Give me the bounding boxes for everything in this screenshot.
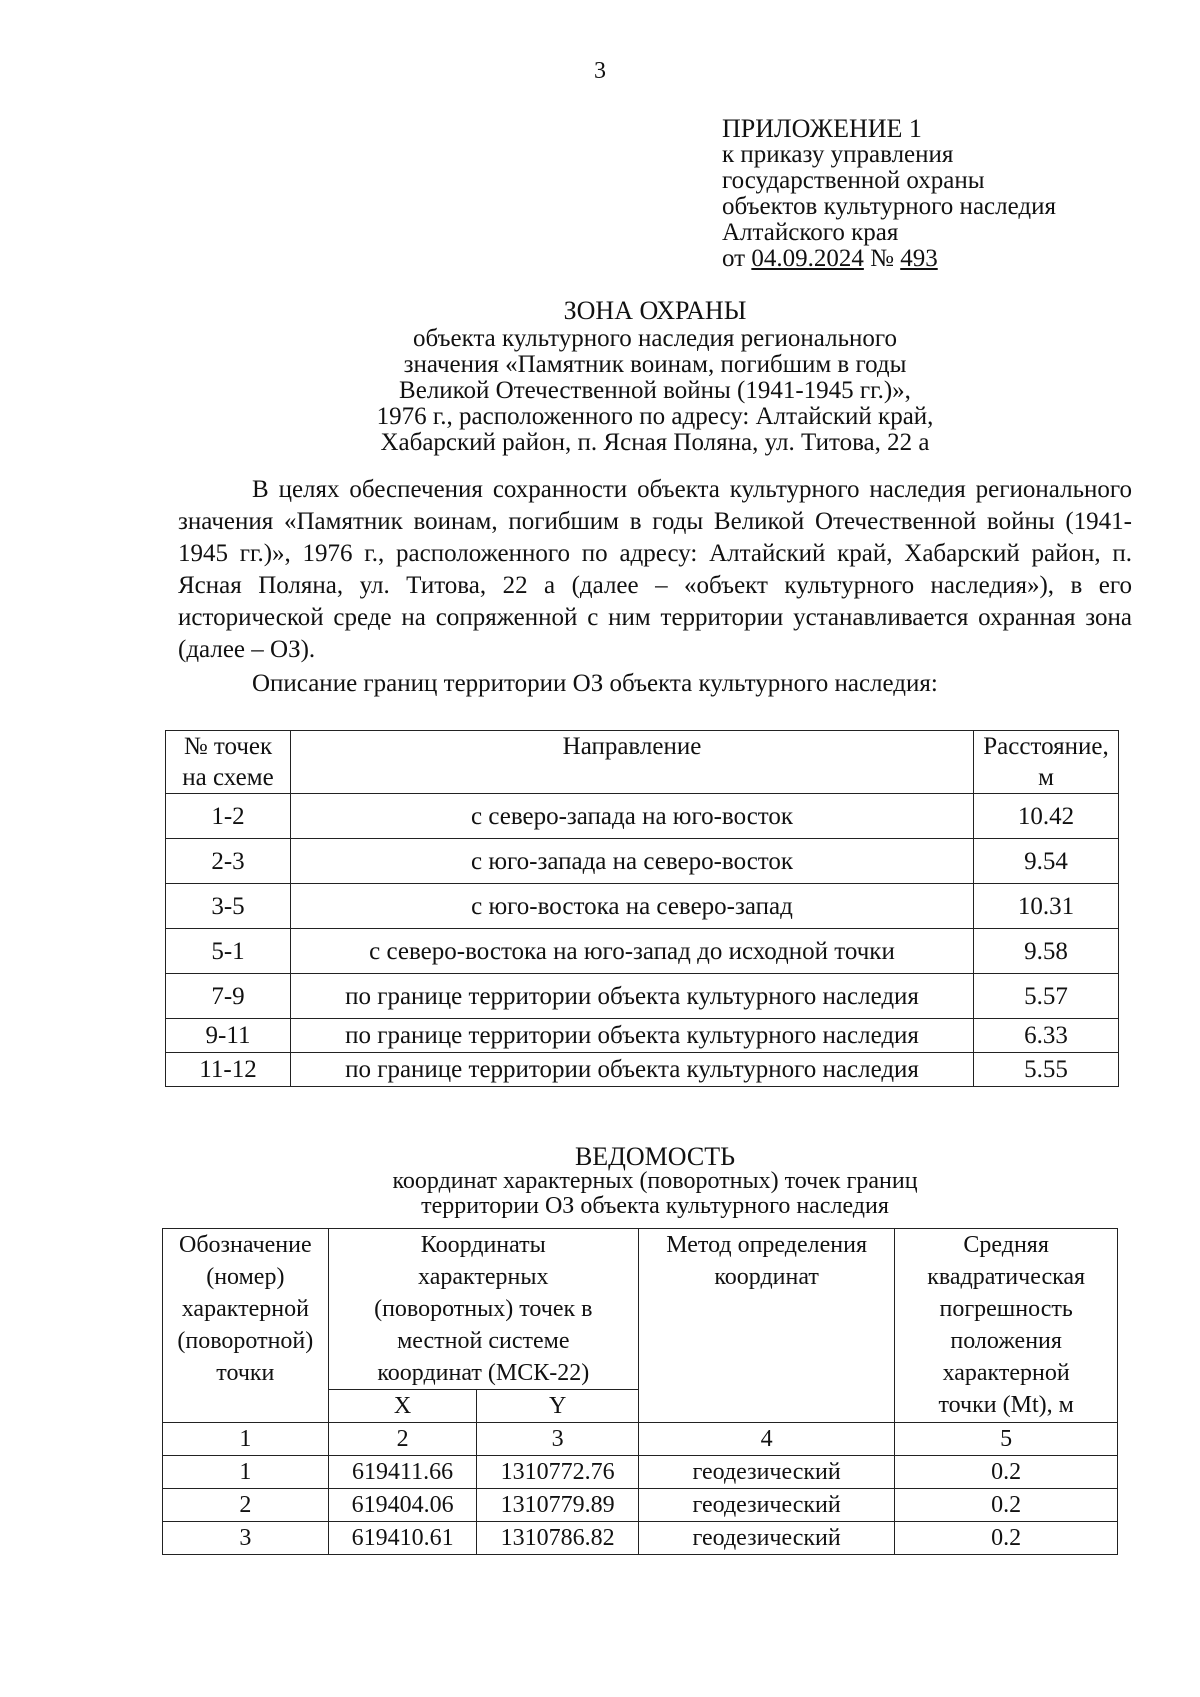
header-designation (163, 1229, 329, 1423)
cell-y: 1310786.82 (477, 1522, 638, 1555)
header-direction: Направление (291, 731, 974, 794)
zone-line: Великой Отечественной войны (1941-1945 гг.)», (399, 377, 911, 404)
cell-error: 0.2 (895, 1456, 1118, 1489)
cell-direction: по границе территории объекта культурного наследия (291, 974, 974, 1019)
appendix-header (722, 116, 1056, 272)
order-date: 04.09.2024 (751, 245, 864, 272)
cell-error: 0.2 (895, 1489, 1118, 1522)
header-text: квадратическая (927, 1264, 1086, 1290)
header-text: Расстояние, (983, 733, 1109, 760)
appendix-line: объектов культурного наследия (722, 193, 1056, 220)
header-distance (974, 731, 1119, 794)
cell-y: 1310779.89 (477, 1489, 638, 1522)
cell-points: 1-2 (166, 794, 291, 839)
header-text: Средняя (963, 1232, 1049, 1258)
cell-distance: 10.42 (974, 794, 1119, 839)
cell-distance: 5.55 (974, 1053, 1119, 1087)
cell-direction: с северо-востока на юго-запад до исходной точки (291, 929, 974, 974)
header-text: на схеме (182, 764, 274, 791)
zone-line: объекта культурного наследия регионального (413, 325, 897, 352)
cell-distance: 10.31 (974, 884, 1119, 929)
cell-x: 619411.66 (328, 1456, 477, 1489)
header-text: точки (216, 1360, 275, 1386)
cell-x: 619404.06 (328, 1489, 477, 1522)
header-x: X (328, 1390, 477, 1423)
header-text: м (1038, 764, 1054, 791)
table-row (166, 1019, 1119, 1053)
cell-direction: с юго-запада на северо-восток (291, 839, 974, 884)
appendix-date-line (722, 246, 1056, 272)
intro-paragraph: В целях обеспечения сохранности объекта культурного наследия регионального значения «Памятник воинам, погибшим в годы Великой Отечественной войны (1941-1945 гг.)», 1976 г., расположенного по адресу: Алтайский край, Хабарский район, п. Ясная Поляна, ул. Титова, 22 а (далее – «объект культурного наследия»), в его исторической среде на сопряженной с ним территории устанавливается охранная зона (далее – ОЗ). (178, 476, 1132, 663)
cell-points: 2-3 (166, 839, 291, 884)
header-text: (номер) (206, 1264, 285, 1290)
header-text: погрешность (939, 1296, 1073, 1322)
cell-method: геодезический (638, 1489, 894, 1522)
cell-points: 7-9 (166, 974, 291, 1019)
header-text: (поворотных) точек в (374, 1296, 593, 1322)
zone-line: Хабарский район, п. Ясная Поляна, ул. Титова, 22 а (380, 429, 930, 456)
header-y: Y (477, 1390, 638, 1423)
header-text: координат (МСК-22) (377, 1360, 590, 1386)
cell-method: геодезический (638, 1522, 894, 1555)
header-error (895, 1229, 1118, 1423)
table-row (166, 794, 1119, 839)
header-text: местной системе (397, 1328, 570, 1354)
header-text: Координаты (420, 1232, 546, 1258)
cell-point: 2 (163, 1489, 329, 1522)
cell-y: 1310772.76 (477, 1456, 638, 1489)
appendix-line: к приказу управления (722, 141, 954, 168)
header-text: координат (714, 1264, 819, 1290)
statement-line: координат характерных (поворотных) точек границ (392, 1168, 918, 1194)
header-text: Метод определения (666, 1232, 867, 1258)
intro-text (178, 474, 1132, 700)
table-row (163, 1522, 1118, 1555)
cell-point: 1 (163, 1456, 329, 1489)
order-number: 493 (900, 245, 938, 272)
number-sign: № (870, 245, 894, 272)
zone-line: 1976 г., расположенного по адресу: Алтайский край, (376, 403, 934, 430)
column-number: 3 (477, 1423, 638, 1456)
header-points (166, 731, 291, 794)
appendix-title: ПРИЛОЖЕНИЕ 1 (722, 114, 922, 143)
table-header-row (163, 1229, 1118, 1390)
zone-heading (0, 298, 1200, 456)
cell-points: 9-11 (166, 1019, 291, 1053)
zone-line: значения «Памятник воинам, погибшим в годы (403, 351, 907, 378)
header-text: № точек (183, 733, 273, 760)
table-row (163, 1489, 1118, 1522)
table-row (166, 839, 1119, 884)
column-number: 5 (895, 1423, 1118, 1456)
zone-title: ЗОНА ОХРАНЫ (563, 296, 747, 325)
appendix-line: государственной охраны (722, 167, 985, 194)
header-text: характерных (418, 1264, 549, 1290)
header-text: точки (Mt), м (938, 1392, 1074, 1418)
column-number: 4 (638, 1423, 894, 1456)
cell-error: 0.2 (895, 1522, 1118, 1555)
page-number: 3 (594, 58, 606, 84)
header-coordinates (328, 1229, 638, 1390)
statement-title: ВЕДОМОСТЬ (574, 1142, 736, 1171)
column-number: 2 (328, 1423, 477, 1456)
cell-method: геодезический (638, 1456, 894, 1489)
cell-x: 619410.61 (328, 1522, 477, 1555)
cell-distance: 5.57 (974, 974, 1119, 1019)
cell-direction: с юго-востока на северо-запад (291, 884, 974, 929)
boundary-table (165, 730, 1119, 1087)
appendix-line: Алтайского края (722, 219, 899, 246)
table-row (166, 1053, 1119, 1087)
header-text: Обозначение (179, 1232, 312, 1258)
statement-line: территории ОЗ объекта культурного наследия (421, 1193, 889, 1219)
header-text: положения (950, 1328, 1062, 1354)
statement-heading (0, 1144, 1200, 1219)
cell-distance: 9.58 (974, 929, 1119, 974)
table-header-row (166, 731, 1119, 794)
column-number: 1 (163, 1423, 329, 1456)
cell-distance: 6.33 (974, 1019, 1119, 1053)
table-row (166, 974, 1119, 1019)
cell-points: 3-5 (166, 884, 291, 929)
column-number-row (163, 1423, 1118, 1456)
cell-points: 11-12 (166, 1053, 291, 1087)
cell-points: 5-1 (166, 929, 291, 974)
cell-direction: по границе территории объекта культурного наследия (291, 1053, 974, 1087)
boundary-description-caption: Описание границ территории ОЗ объекта культурного наследия: (252, 670, 938, 697)
coordinates-table (162, 1228, 1118, 1555)
cell-distance: 9.54 (974, 839, 1119, 884)
date-prefix: от (722, 245, 746, 272)
header-method (638, 1229, 894, 1423)
table-row (166, 884, 1119, 929)
cell-direction: по границе территории объекта культурного наследия (291, 1019, 974, 1053)
table-row (163, 1456, 1118, 1489)
cell-point: 3 (163, 1522, 329, 1555)
table-row (166, 929, 1119, 974)
header-text: характерной (942, 1360, 1070, 1386)
cell-direction: с северо-запада на юго-восток (291, 794, 974, 839)
header-text: (поворотной) (177, 1328, 314, 1354)
header-text: характерной (181, 1296, 309, 1322)
